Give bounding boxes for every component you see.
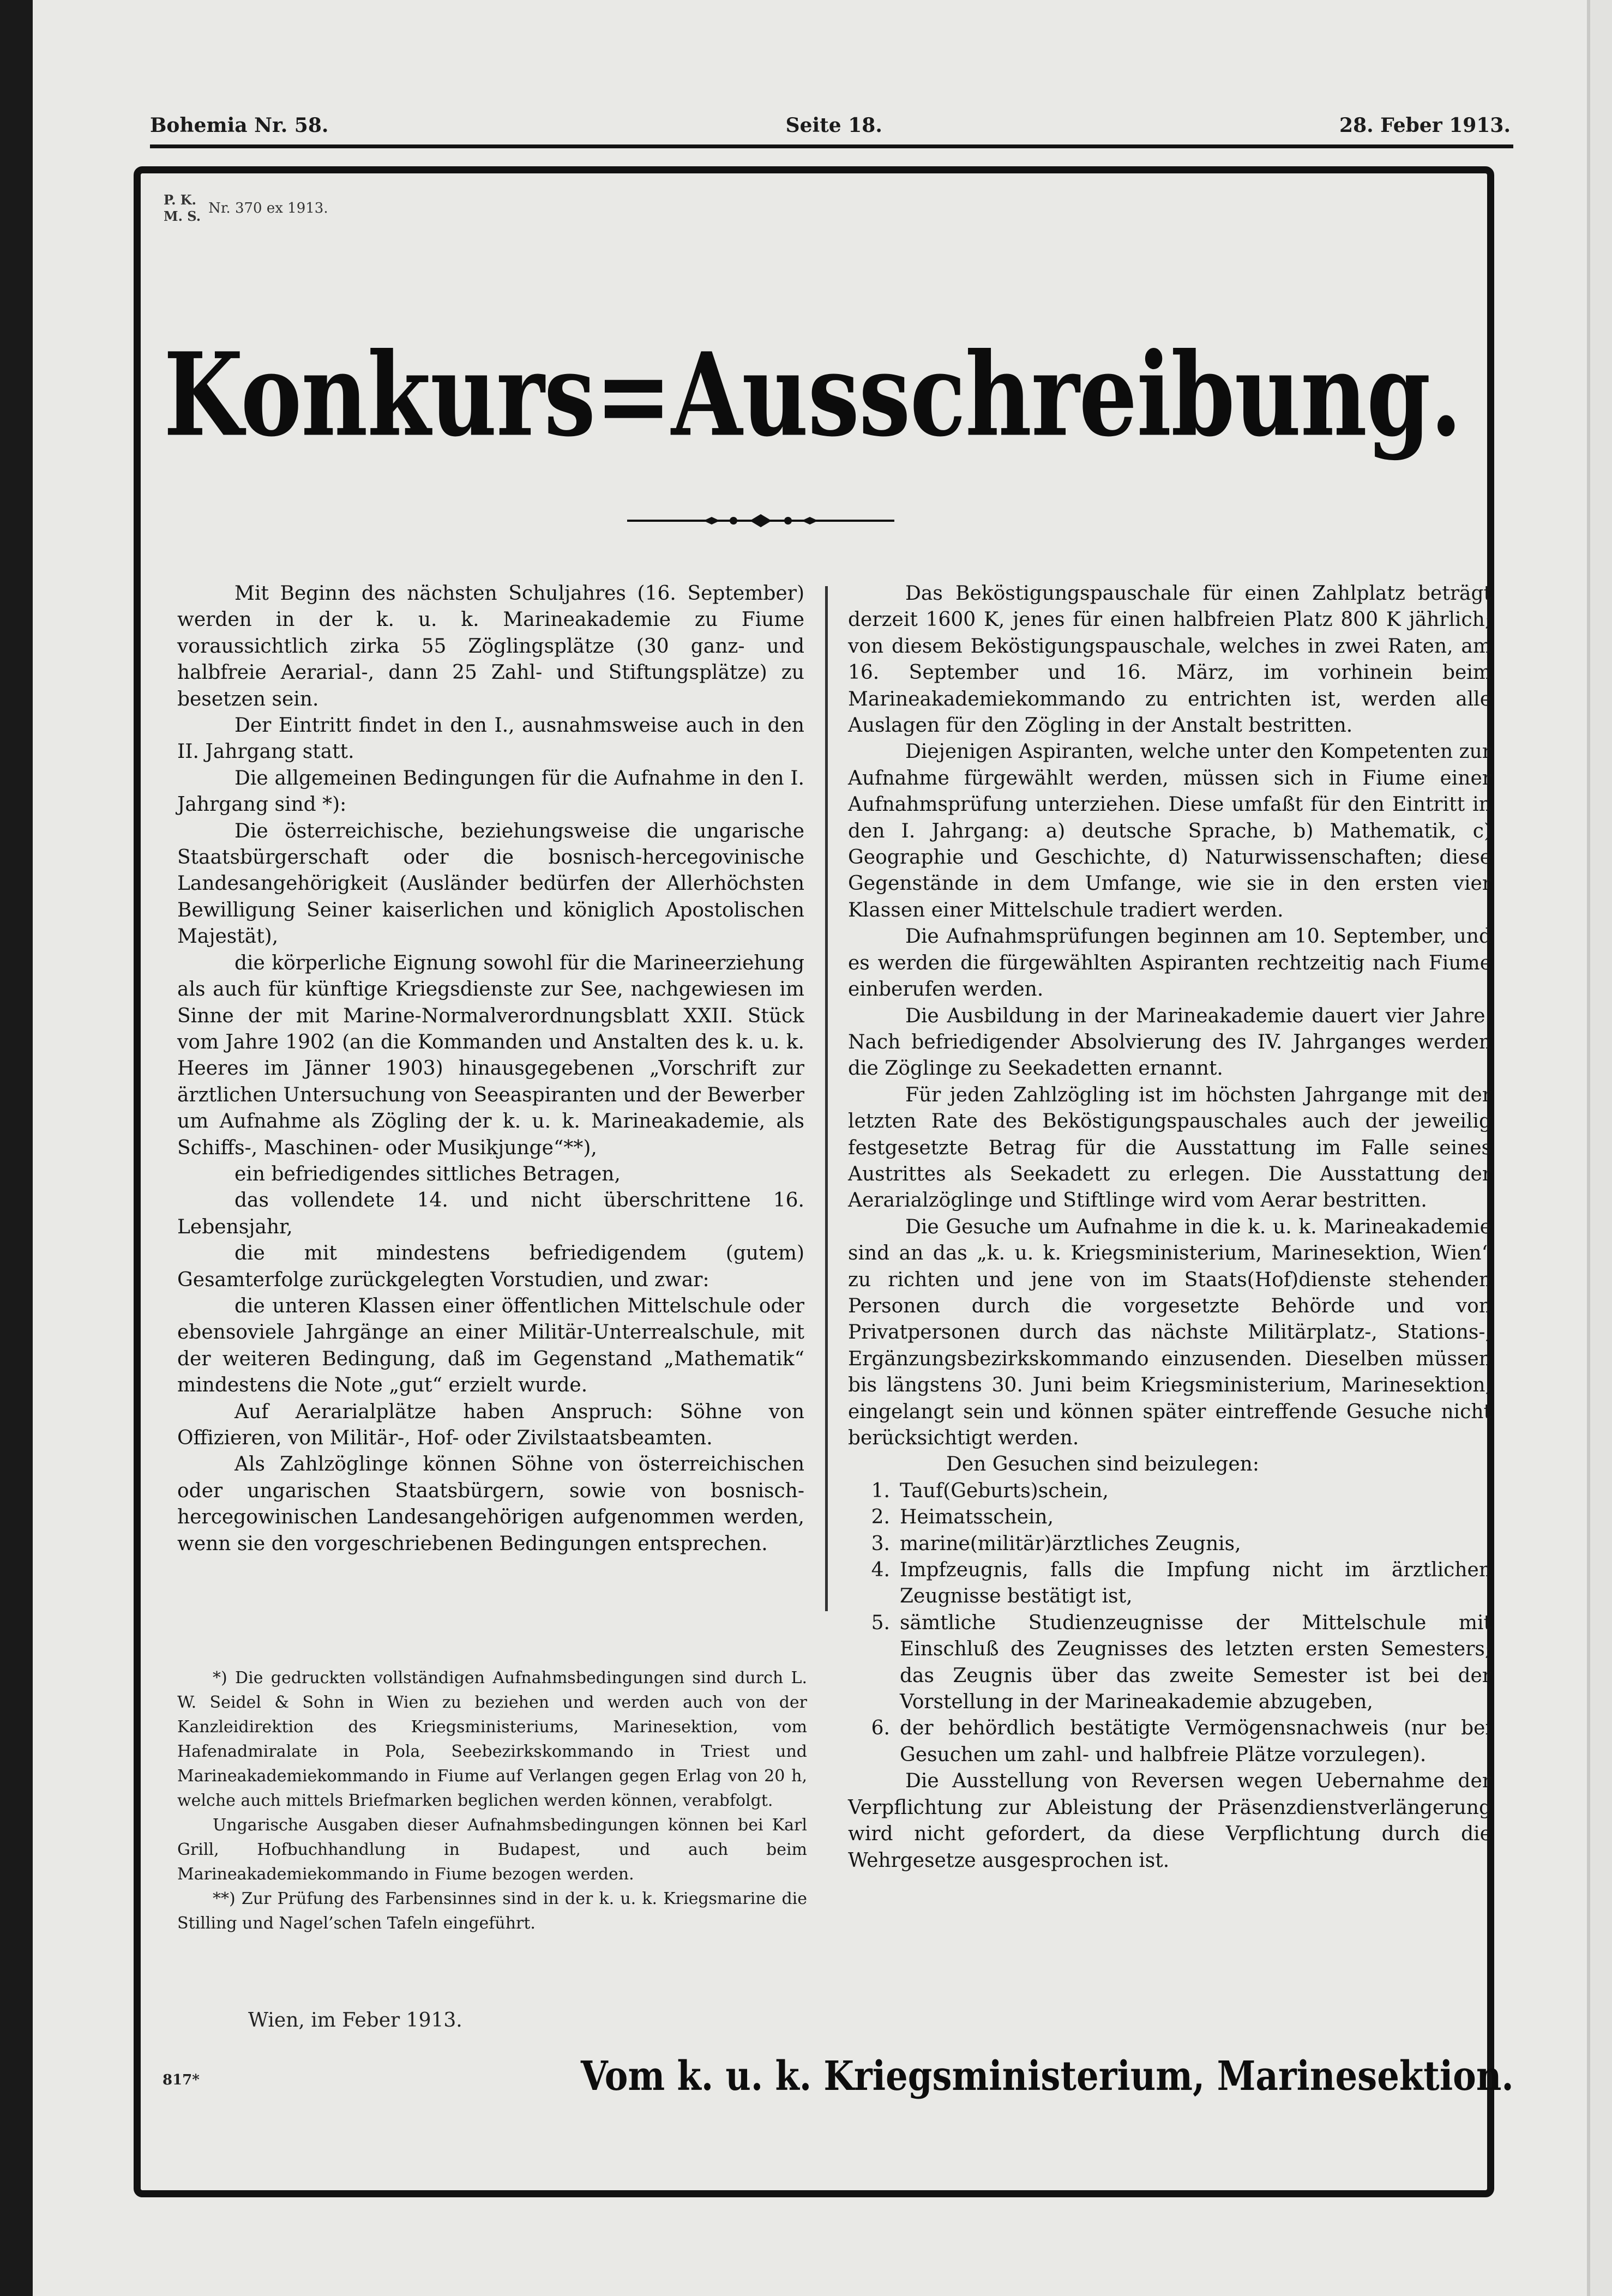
paragraph-entry: Der Eintritt findet in den I., ausnahmsweise auch in den II. Jahrgang statt. [177, 714, 804, 763]
left-column [177, 581, 804, 1557]
condition-studies: die mit mindestens befriedigendem (gutem) Gesamterfolge zurückgelegten Vorstudien, und zwar: [177, 1242, 804, 1291]
list-item: 5. sämtliche Studienzeugnisse der Mittelschule mit Einschluß des Zeugnisses des letzten ersten Semesters; das Zeugnis über das zweite Semester ist bei der Vorstellung in der Marineakademie abzugeben, [871, 1611, 1491, 1714]
header-page-number: Seite 18. [785, 114, 882, 137]
list-item: 4. Impfzeugnis, falls die Impfung nicht im ärztlichen Zeugnisse bestätigt ist, [871, 1559, 1491, 1608]
condition-citizenship: Die österreichische, beziehungsweise die ungarische Staatsbürgerschaft oder die bosnisch-hercegovinische Landesangehörigkeit (Ausländer bedürfen der Allerhöchsten Bewilligung Seiner kaiserlichen und königlich Apostolischen Majestät), [177, 819, 804, 948]
paragraph-attachments-intro: Den Gesuchen sind beizulegen: [946, 1453, 1259, 1476]
list-item: 2. Heimatsschein, [871, 1506, 1054, 1529]
paragraph-board-fee: Das Beköstigungspauschale für einen Zahlplatz beträgt derzeit 1600 K, jenes für einen halbfreien Platz 800 K jährlich; von diesem Beköstigungspauschale, welches in zwei Raten, am 16. September und 16. März, im vorhinein beim Marineakademiekommando zu entrichten ist, werden alle Auslagen für den Zögling in der Anstalt bestritten. [848, 582, 1491, 737]
footnote-hungarian: Ungarische Ausgaben dieser Aufnahmsbedingungen können bei Karl Grill, Hofbuchhandlung in Budapest, und auch beim Marineakademiekommando in Fiume bezogen werden. [177, 1816, 807, 1884]
paragraph-exam-dates: Die Aufnahmsprüfungen beginnen am 10. September, und es werden die fürgewählten Aspiranten rechtzeitig nach Fiume einberufen werden. [848, 925, 1491, 1001]
paragraph-paying-pupils: Als Zahlzöglinge können Söhne von österreichischen oder ungarischen Staatsbürgern, sowie von bosnisch-hercegowinischen Landesangehörigen aufgenommen werden, wenn sie den vorgeschriebenen Bedingungen entsprechen. [177, 1453, 804, 1555]
attachments-list [848, 1478, 1491, 1768]
list-item: 3. marine(militär)ärztliches Zeugnis, [871, 1532, 1241, 1555]
paragraph-equipment: Für jeden Zahlzögling ist im höchsten Jahrgange mit der letzten Rate des Beköstigungspauschales auch der jeweilig festgesetzte Betrag für die Ausstattung im Falle seines Austrittes als Seekadett zu erlegen. Die Ausstattung der Aerarialzöglinge und Stiftlinge wird vom Aerar bestritten. [848, 1083, 1491, 1212]
paragraph-reverse: Die Ausstellung von Reversen wegen Uebernahme der Verpflichtung zur Ableistung der Präsenzdienstverlängerung wird nicht gefordert, da diese Verpflichtung durch die Wehrgesetze ausgesprochen ist. [848, 1770, 1491, 1872]
footnote-1: *) Die gedruckten vollständigen Aufnahmsbedingungen sind durch L. W. Seidel & Sohn in Wien zu beziehen und werden auch von der Kanzleidirektion des Kriegsministeriums, Marinesektion, vom Hafenadmiralate in Pola, Seebezirkskommando in Triest und Marineakademiekommando in Fiume auf Verlangen gegen Erlag von 20 h, welche auch mittels Briefmarken beglichen werden können, verabfolgt. [177, 1668, 807, 1810]
header-newspaper: Bohemia Nr. 58. [150, 114, 329, 137]
header-rule [150, 144, 1513, 148]
column-divider [825, 586, 828, 1611]
scan-edge-left [0, 0, 33, 2296]
scan-edge-right [1587, 0, 1612, 2296]
page-header [150, 106, 1511, 144]
list-item: 1. Tauf(Geburts)schein, [871, 1479, 1109, 1502]
paragraph-applications: Die Gesuche um Aufnahme in die k. u. k. Marineakademie sind an das „k. u. k. Kriegsministerium, Marinesektion, Wien“ zu richten und jene von im Staats(Hof)dienste stehenden Personen durch die vorgesetzte Behörde und von Privatpersonen durch das nächste Militärplatz-, Stations-, Ergänzungsbezirkskommando einzusenden. Dieselben müssen bis längstens 30. Juni beim Kriegsministerium, Marinesektion, eingelangt sein und können später eintreffende Gesuche nicht berücksichtigt werden. [848, 1215, 1491, 1449]
paragraph-entrance-exam: Diejenigen Aspiranten, welche unter den Kompetenten zur Aufnahme fürgewählt werden, müssen sich in Fiume einer Aufnahmsprüfung unterziehen. Diese umfaßt für den Eintritt in den I. Jahrgang: a) deutsche Sprache, b) Mathematik, c) Geographie und Geschichte, d) Naturwissenschaften; diese Gegenstände in dem Umfange, wie sie in den ersten vier Klassen einer Mittelschule tradiert werden. [848, 740, 1491, 921]
reference-abbreviations [164, 192, 201, 225]
reference-ms: M. S. [164, 208, 201, 224]
paragraph-training: Die Ausbildung in der Marineakademie dauert vier Jahre. Nach befriedigender Absolvierung des IV. Jahrganges werden die Zöglinge zu Seekadetten ernannt. [848, 1004, 1491, 1080]
paragraph-conditions-intro: Die allgemeinen Bedingungen für die Aufnahme in den I. Jahrgang sind *): [177, 767, 804, 816]
condition-physical: die körperliche Eignung sowohl für die Marineerziehung als auch für künftige Kriegsdienste zur See, nachgewiesen im Sinne der mit Marine-Normalverordnungsblatt XXII. Stück vom Jahre 1902 (an die Kommanden und Anstalten des k. u. k. Heeres im Jänner 1903) hinausgegebenen „Vorschrift zur ärztlichen Untersuchung von Seeaspiranten und der Bewerber um Aufnahme als Zögling der k. u. k. Marineakademie, als Schiffs-, Maschinen- oder Musikjunge“**), [177, 951, 804, 1159]
reference-number [164, 192, 328, 225]
condition-age: das vollendete 14. und nicht überschrittene 16. Lebensjahr, [177, 1189, 804, 1238]
reference-pk: P. K. [164, 192, 196, 208]
footnotes [177, 1666, 807, 1936]
ad-code: 817* [163, 2072, 200, 2088]
reference-nr: Nr. 370 ex 1913. [208, 200, 328, 216]
notice-title: Konkurs=Ausschreibung. [164, 327, 1461, 462]
condition-conduct: ein befriedigendes sittliches Betragen, [234, 1162, 621, 1185]
right-column [848, 581, 1491, 1874]
place-date: Wien, im Feber 1913. [248, 2009, 462, 2032]
paragraph-school-year: Mit Beginn des nächsten Schuljahres (16. September) werden in der k. u. k. Marineakademie zu Fiume voraussichtlich zirka 55 Zöglingsplätze (30 ganz- und halbfreie Aerarial-, dann 25 Zahl- und Stiftungsplätze) zu besetzen sein. [177, 582, 804, 710]
ornament-divider-icon [627, 510, 894, 532]
list-item: 6. der behördlich bestätigte Vermögensnachweis (nur bei Gesuchen um zahl- und halbfreie Plätze vorzulegen). [871, 1717, 1491, 1766]
issuer-signature: Vom k. u. k. Kriegsministerium, Marinesektion. [581, 2053, 1514, 2100]
header-date: 28. Feber 1913. [1339, 114, 1511, 137]
condition-schools: die unteren Klassen einer öffentlichen Mittelschule oder ebensoviele Jahrgänge an einer Militär-Unterrealschule, mit der weiteren Bedingung, daß im Gegenstand „Mathematik“ mindestens die Note „gut“ erzielt wurde. [177, 1294, 804, 1397]
footnote-2: **) Zur Prüfung des Farbensinnes sind in der k. u. k. Kriegsmarine die Stilling und Nagel’schen Tafeln eingeführt. [177, 1889, 807, 1933]
paragraph-aerarial: Auf Aerarialplätze haben Anspruch: Söhne von Offizieren, von Militär-, Hof- oder Zivilstaatsbeamten. [177, 1400, 804, 1449]
